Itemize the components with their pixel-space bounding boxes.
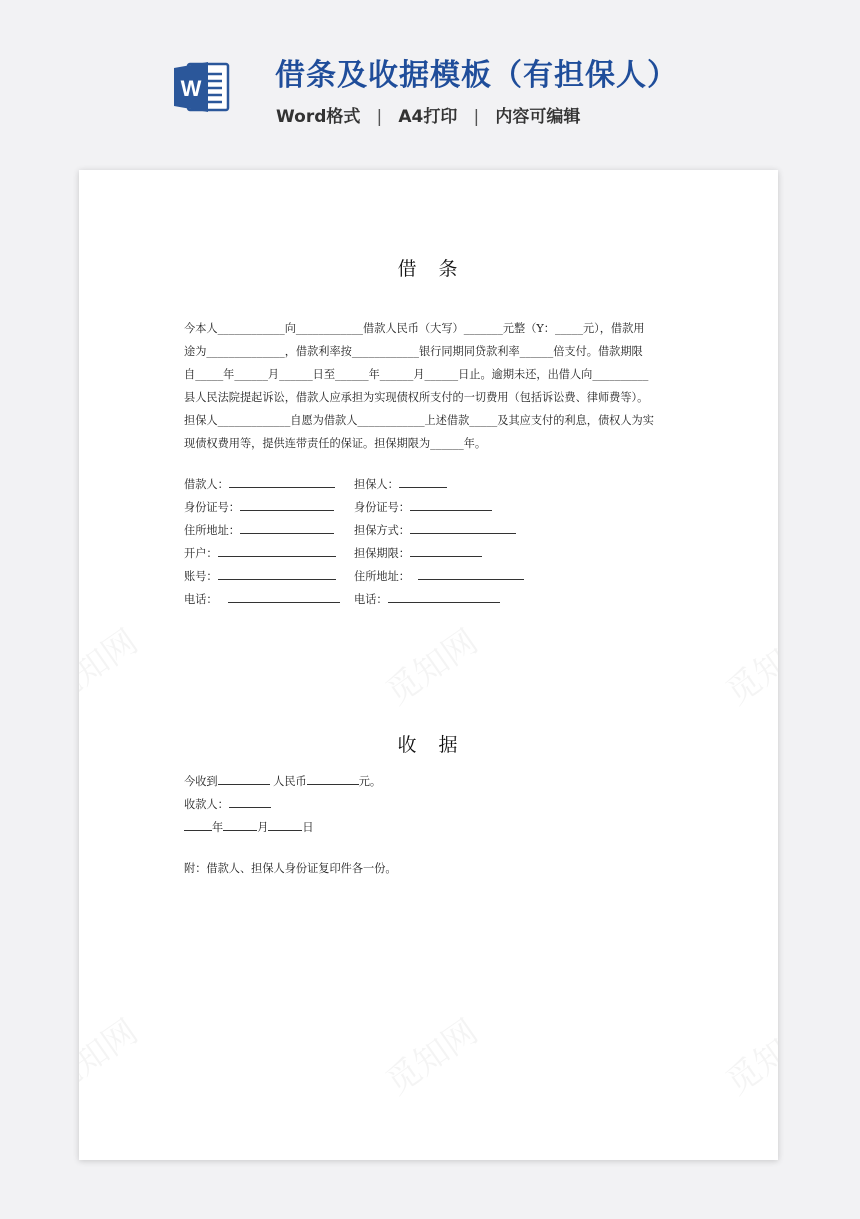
svg-text:W: W — [180, 76, 202, 101]
bank-label: 开户： — [184, 547, 218, 560]
loan-line: 县人民法院提起诉讼，借款人应承担为实现债权所支付的一切费用（包括诉讼费、律师费等）。 — [184, 391, 649, 404]
payee-field[interactable] — [229, 797, 271, 808]
borrower-id-field[interactable] — [240, 500, 334, 511]
receipt-line: 收款人： — [184, 793, 679, 816]
guarantor-field[interactable] — [399, 477, 447, 488]
subtitle-print: A4打印 — [398, 107, 458, 127]
attachment-note: 附：借款人、担保人身份证复印件各一份。 — [184, 862, 397, 875]
borrower-id-label: 身份证号： — [184, 501, 240, 514]
guarantor-address-field[interactable] — [418, 569, 524, 580]
received-from-field[interactable] — [218, 774, 270, 785]
guarantor-id-field[interactable] — [410, 500, 492, 511]
borrower-label: 借款人： — [184, 478, 229, 491]
signature-row — [184, 499, 679, 522]
receipt-heading: 收 据 — [397, 734, 466, 756]
guarantee-method-label: 担保方式： — [354, 524, 410, 537]
amount-field[interactable] — [307, 774, 359, 785]
watermark — [374, 1005, 486, 1104]
month-field[interactable] — [223, 820, 257, 831]
guarantor-label: 担保人： — [354, 478, 399, 491]
subtitle-separator: | — [473, 107, 480, 127]
receipt-date: 年 月 日 — [184, 816, 679, 839]
guarantee-method-field[interactable] — [410, 523, 516, 534]
loan-line: 今本人____________向____________借款人民币（大写）_______元整（Y：_____元），借款用 — [184, 322, 645, 335]
signature-row — [184, 591, 679, 614]
subtitle-editable: 内容可编辑 — [495, 107, 581, 127]
borrower-field[interactable] — [229, 477, 335, 488]
bank-field[interactable] — [218, 546, 336, 557]
receipt-line: 今收到 人民币 元。 — [184, 775, 382, 788]
year-field[interactable] — [184, 820, 212, 831]
watermark — [79, 615, 146, 714]
watermark — [714, 1005, 778, 1104]
account-field[interactable] — [218, 569, 336, 580]
signature-row — [184, 545, 679, 568]
account-label: 账号： — [184, 570, 218, 583]
borrower-phone-label: 电话： — [184, 593, 218, 606]
page-header — [0, 0, 860, 160]
loan-line: 现债权费用等，提供连带责任的保证。担保期限为______年。 — [184, 437, 487, 450]
guarantor-phone-label: 电话： — [354, 593, 388, 606]
signature-block — [184, 476, 679, 614]
guarantor-address-label: 住所地址： — [354, 570, 410, 583]
page-title: 借条及收据模板（有担保人） — [275, 58, 678, 93]
subtitle-separator: | — [376, 107, 383, 127]
watermark — [79, 1005, 146, 1104]
loan-line: 自_____年______月______日至______年______月______日止。逾期未还，出借人向__________ — [184, 368, 649, 381]
guarantor-id-label: 身份证号： — [354, 501, 410, 514]
borrower-phone-field[interactable] — [228, 592, 340, 603]
document-page — [79, 170, 778, 1160]
loan-line: 途为______________，借款利率按____________银行同期同贷款利率______倍支付。借款期限 — [184, 345, 643, 358]
day-field[interactable] — [268, 820, 302, 831]
watermark — [374, 615, 486, 714]
guarantee-term-field[interactable] — [410, 546, 482, 557]
receipt-body — [184, 770, 679, 839]
signature-row — [184, 476, 679, 499]
signature-row — [184, 522, 679, 545]
word-document-icon — [174, 60, 230, 114]
guarantee-term-label: 担保期限： — [354, 547, 410, 560]
subtitle-format: Word格式 — [276, 107, 361, 127]
signature-row — [184, 568, 679, 591]
loan-line: 担保人_____________自愿为借款人____________上述借款_____及其应支付的利息，债权人为实 — [184, 414, 654, 427]
borrower-address-label: 住所地址： — [184, 524, 240, 537]
borrower-address-field[interactable] — [240, 523, 334, 534]
format-subtitle — [276, 102, 580, 127]
loan-heading: 借 条 — [397, 258, 466, 280]
loan-paragraph — [184, 317, 679, 455]
watermark — [714, 615, 778, 714]
guarantor-phone-field[interactable] — [388, 592, 500, 603]
